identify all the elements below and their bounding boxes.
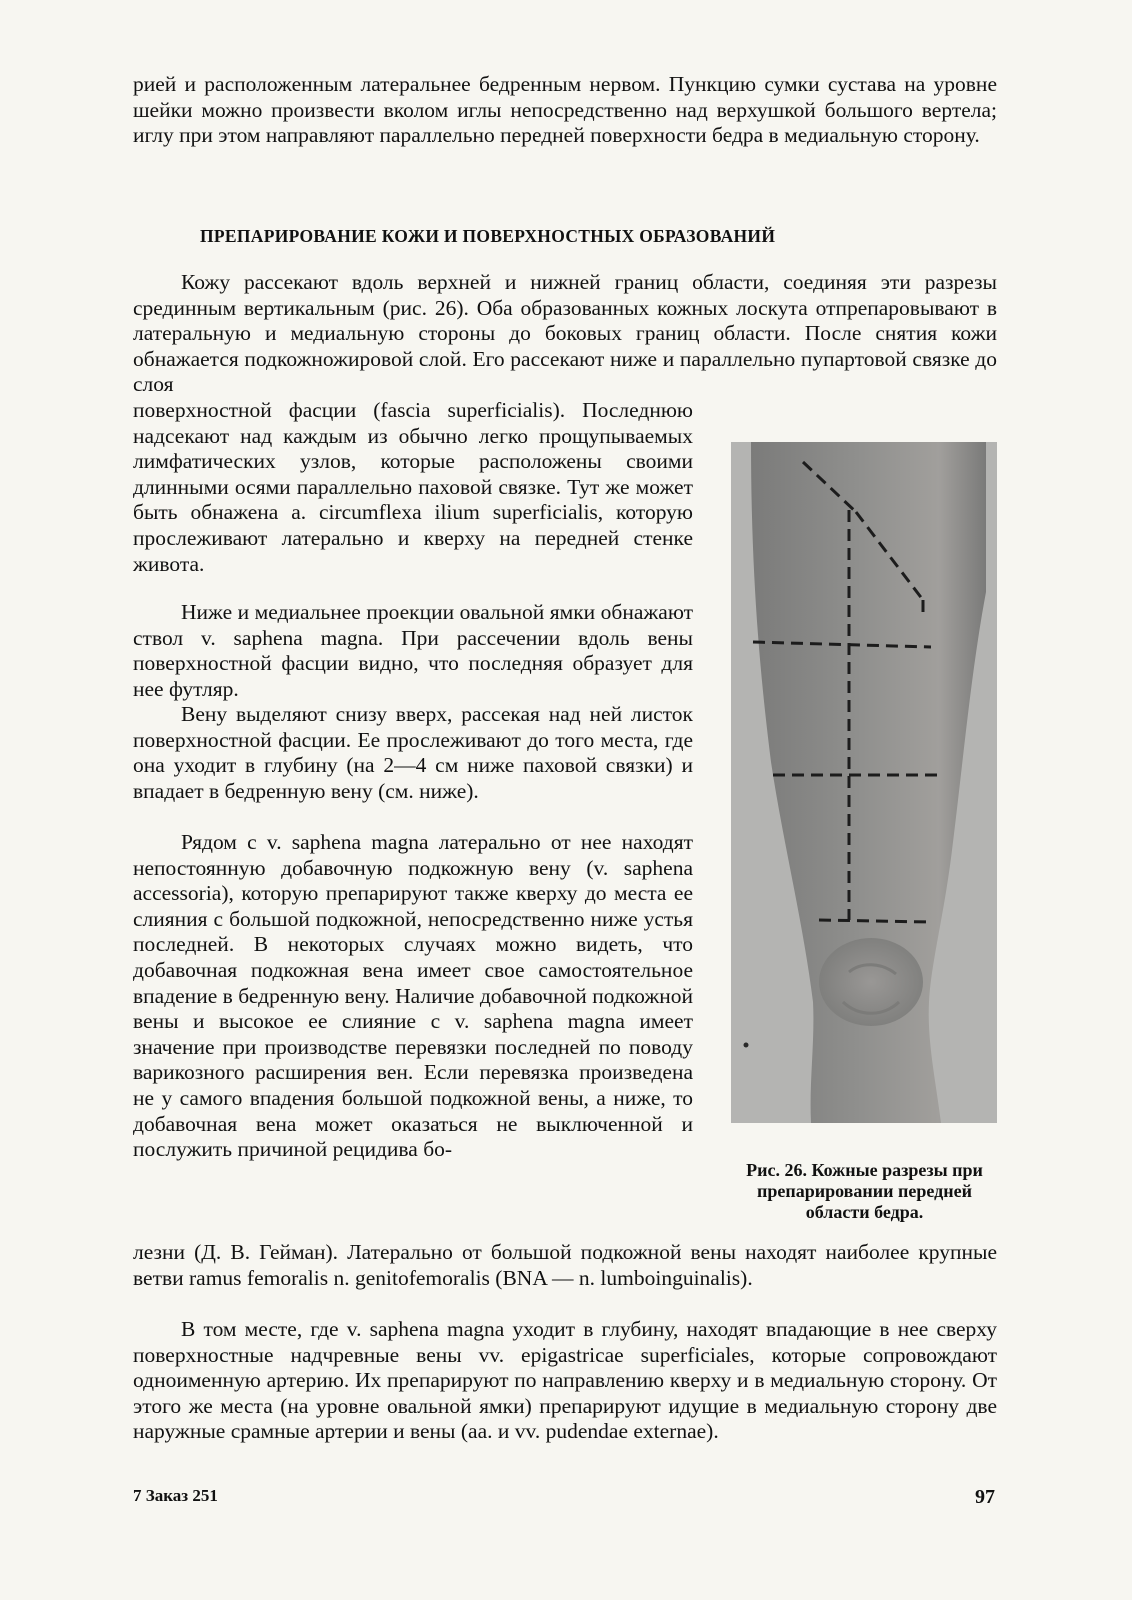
paragraph-intro: рией и расположенным латеральнее бедренным нервом. Пункцию сумки сустава на уровне шейки можно произвести вколом иглы непосредственно над верхушкой большого вертела; иглу при этом направляют параллельно передней поверхности бедра в медиальную сторону. — [133, 72, 997, 148]
paragraph-1-full: Кожу рассекают вдоль верхней и нижней границ области, соединяя эти разрезы срединным вертикальным (рис. 26). Оба образованных кожных лоскута отпрепаровывают в латеральную и медиальную стороны до боковых границ области. После снятия кожи обнажается подкожножировой слой. Его рассекают ниже и параллельно пупартовой связке до слоя — [133, 270, 997, 397]
paragraph-4-narrow: Рядом с v. saphena magna латерально от нее находят непостоянную добавочную подкожную вену (v. saphena accessoria), которую препарируют также кверху до места ее слияния с большой подкожной, непосредственно ниже устья последней. В некоторых случаях можно видеть, что добавочная подкожная вена имеет свое самостоятельное впадение в бедренную вену. Наличие добавочной подкожной вены и высокое ее слияние с v. saphena magna имеет значение при производстве перевязки последней по поводу варикозного расширения вен. Если перевязка произведена не у самого впадения большой подкожной вены, а ниже, то добавочная вена может оказаться не выключенной и послужить причиной рецидива бо- — [133, 830, 693, 1162]
paragraph-4-full: лезни (Д. В. Гейман). Латерально от большой подкожной вены находят наиболее крупные ветви ramus femoralis n. genitofemoralis (BNA — n. lumboinguinalis). — [133, 1240, 997, 1290]
paragraph-5: В том месте, где v. saphena magna уходит в глубину, находят впадающие в нее сверху поверхностные надчревные вены vv. epigastricae superficiales, которые сопровождают одноименную артерию. Их препарируют по направлению кверху и в медиальную сторону. От этого же места (на уровне овальной ямки) препарируют идущие в медиальную сторону две наружные срамные артерии и вены (aa. и vv. pudendae externae). — [133, 1317, 997, 1444]
figure-26-thigh-photo — [731, 442, 997, 1123]
footer-signature: 7 Заказ 251 — [133, 1486, 218, 1505]
paragraph-2: Ниже и медиальнее проекции овальной ямки обнажают ствол v. saphena magna. При рассечении вдоль вены поверхностной фасции видно, что последняя образует для нее футляр. — [133, 600, 693, 701]
section-heading: ПРЕПАРИРОВАНИЕ КОЖИ И ПОВЕРХНОСТНЫХ ОБРАЗОВАНИЙ — [200, 226, 776, 246]
page-number: 97 — [975, 1486, 995, 1508]
figure-caption: Рис. 26. Кожные разрезы при препарировании передней области бедра. — [746, 1160, 983, 1222]
paragraph-3: Вену выделяют снизу вверх, рассекая над ней листок поверхностной фасции. Ее прослеживают до того места, где она уходит в глубину (на 2—4 см ниже паховой связки) и впадает в бедренную вену (см. ниже). — [133, 702, 693, 803]
thigh-photo-illustration — [731, 442, 997, 1123]
paragraph-1-narrow: поверхностной фасции (fascia superficialis). Последнюю надсекают над каждым из обычно легко прощупываемых лимфатических узлов, которые расположены своими длинными осями параллельно паховой связке. Тут же может быть обнажена a. circumflexa ilium superficialis, которую прослеживают латерально и кверху на передней стенке живота. — [133, 398, 693, 576]
